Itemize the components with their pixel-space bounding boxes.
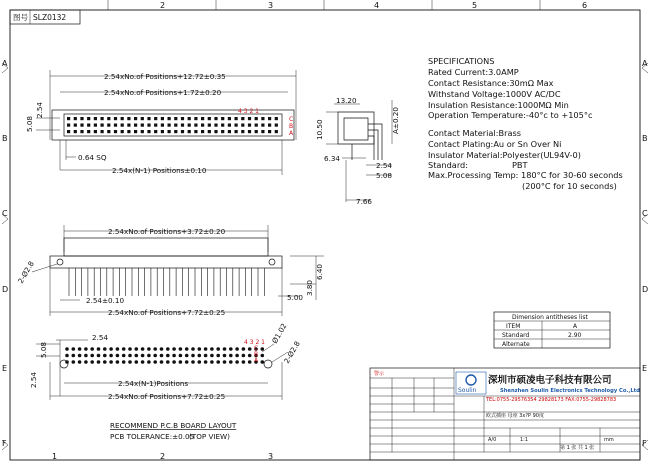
pcb-hole — [153, 354, 157, 358]
pcb-hole — [141, 360, 145, 364]
top-pin — [248, 117, 251, 120]
pcb-hole — [135, 354, 139, 358]
company-name-en: Shenzhen Soulin Electronics Technology Co.,Ltd — [500, 388, 640, 394]
pcb-hole — [235, 354, 239, 358]
pcb-hole — [72, 354, 76, 358]
spec-processing-line-1: 180°C for 30-60 seconds — [521, 170, 623, 180]
pcb-dim-pitch: 2.54 — [92, 333, 109, 342]
pcb-hole — [248, 354, 252, 358]
row-marker-b: B — [2, 134, 8, 143]
col-marker-4: 4 — [374, 1, 380, 10]
row-marker-d-right: D — [642, 285, 649, 294]
pcb-hole — [97, 360, 101, 364]
top-row-b: B — [289, 123, 294, 130]
pcb-hole — [84, 360, 88, 364]
row-marker-e-right: E — [642, 364, 648, 373]
pcb-hole — [223, 347, 227, 351]
pcb-hole — [141, 354, 145, 358]
pcb-hole — [135, 347, 139, 351]
col-marker-3-bottom: 3 — [268, 452, 274, 461]
pcb-hole — [103, 360, 107, 364]
top-pin — [67, 130, 70, 133]
top-pin — [214, 130, 217, 133]
top-pin — [268, 124, 271, 127]
pcb-hole — [235, 347, 239, 351]
pcb-hole — [179, 360, 183, 364]
pcb-hole — [65, 354, 69, 358]
top-pin — [107, 124, 110, 127]
dim-table-row2-item: Alternate — [502, 341, 530, 348]
top-pin — [208, 124, 211, 127]
top-dim-span: 2.54x(N-1) Positions±0.10 — [112, 166, 207, 175]
top-view — [25, 70, 296, 175]
spec-heading: SPECIFICATIONS — [428, 56, 495, 66]
top-pin — [228, 124, 231, 127]
pcb-hole — [78, 347, 82, 351]
pcb-hole — [172, 354, 176, 358]
pcb-hole — [223, 354, 227, 358]
front-view-flange — [50, 256, 282, 268]
top-pin — [268, 117, 271, 120]
pcb-hole — [109, 360, 113, 364]
spec-processing-label: Max.Processing Temp: — [428, 170, 519, 180]
top-dim-body: 2.54xNo.of Positions+1.72±0.20 — [104, 88, 222, 97]
side-dim-10-50: 10.50 — [315, 119, 324, 140]
top-pin — [168, 130, 171, 133]
top-pin — [134, 117, 137, 120]
top-pin — [147, 130, 150, 133]
pcb-hole — [153, 347, 157, 351]
top-pin — [114, 117, 117, 120]
top-pin — [181, 130, 184, 133]
top-pin — [214, 117, 217, 120]
front-dim-pitch: 2.54±0.10 — [86, 296, 125, 305]
top-pin — [228, 130, 231, 133]
pcb-hole — [185, 354, 189, 358]
top-pin — [74, 117, 77, 120]
col-marker-6: 6 — [582, 1, 588, 10]
pcb-hole — [65, 347, 69, 351]
top-pin — [261, 117, 264, 120]
top-pin — [80, 130, 83, 133]
top-pin — [201, 130, 204, 133]
pcb-tolerance: PCB TOLERANCE:±0.05 — [110, 432, 195, 441]
top-pin — [94, 130, 97, 133]
top-pin — [87, 117, 90, 120]
top-pin — [235, 130, 238, 133]
pcb-hole — [90, 354, 94, 358]
pcb-dim-hole-small: Ø1.02 — [269, 321, 289, 345]
pcb-hole — [223, 360, 227, 364]
top-pin — [228, 117, 231, 120]
row-marker-b-right: B — [642, 134, 648, 143]
top-pin — [134, 130, 137, 133]
spec-line-1: Rated Current:3.0AMP — [428, 67, 519, 77]
pcb-view-note: (TOP VIEW) — [189, 432, 230, 441]
top-pin — [154, 130, 157, 133]
col-marker-2: 2 — [160, 1, 166, 10]
front-dim-5-00: 5.00 — [287, 293, 304, 302]
top-pin — [188, 117, 191, 120]
top-pin-numbers: 4 3 2 1 — [238, 108, 259, 115]
pcb-hole — [229, 360, 233, 364]
row-marker-e: E — [2, 364, 8, 373]
top-pin — [161, 130, 164, 133]
pcb-dim-row: 5.08 — [39, 341, 48, 358]
top-pin — [174, 117, 177, 120]
drawing-number-box — [10, 10, 80, 24]
company-contact: TEL:0755-29576354 29828173 FAX:0755-29828783 — [486, 397, 617, 403]
top-pin — [121, 124, 124, 127]
side-dim-2-54: 2.54 — [376, 161, 393, 170]
top-pin — [194, 130, 197, 133]
pcb-dim-total: 2.54xNo.of Positions+7.72±0.25 — [108, 392, 226, 401]
front-view — [16, 225, 324, 317]
pcb-hole — [78, 360, 82, 364]
top-pin — [261, 124, 264, 127]
spec-standard-value: PBT — [512, 160, 528, 170]
pcb-hole — [84, 347, 88, 351]
side-dim-7-66: 7.66 — [356, 197, 373, 206]
row-marker-d: D — [2, 285, 9, 294]
top-pin — [248, 124, 251, 127]
dim-table-row1-val: 2.90 — [568, 332, 582, 339]
pcb-hole — [261, 354, 265, 358]
pcb-layout-view — [29, 322, 302, 441]
pcb-hole — [172, 347, 176, 351]
pcb-hole — [229, 354, 233, 358]
top-pin — [181, 124, 184, 127]
specifications-block — [428, 56, 623, 191]
top-pin — [208, 117, 211, 120]
top-pin — [241, 130, 244, 133]
pcb-hole — [103, 354, 107, 358]
top-pin — [181, 117, 184, 120]
col-marker-5: 5 — [472, 1, 478, 10]
col-marker-1-bottom: 1 — [52, 452, 58, 461]
top-pin — [221, 130, 224, 133]
pcb-hole — [185, 360, 189, 364]
pcb-hole — [242, 360, 246, 364]
pcb-hole — [116, 354, 120, 358]
top-pin — [241, 117, 244, 120]
top-row-a: A — [289, 130, 294, 137]
top-pin — [147, 124, 150, 127]
row-marker-f-right: F — [642, 439, 647, 448]
top-pin — [241, 124, 244, 127]
pcb-hole — [172, 360, 176, 364]
top-pin — [214, 124, 217, 127]
top-pin — [255, 130, 258, 133]
drawing-number-label: 图号 — [13, 13, 28, 22]
pcb-caption: RECOMMEND P.C.B BOARD LAYOUT — [110, 421, 237, 430]
pcb-hole — [109, 347, 113, 351]
pcb-hole — [72, 347, 76, 351]
top-pin — [107, 130, 110, 133]
pcb-hole — [116, 347, 120, 351]
top-pin — [201, 124, 204, 127]
pcb-dim-hole-big: 2-Ø2.8 — [281, 339, 302, 365]
spec-processing-line-2: (200°C for 10 seconds) — [522, 181, 617, 191]
dim-table-col-a: A — [573, 323, 578, 330]
top-pin — [161, 124, 164, 127]
dim-table-row1-item: Standard — [502, 332, 530, 339]
front-view-pin-legs — [69, 268, 264, 296]
top-pin — [87, 130, 90, 133]
row-marker-f: F — [2, 439, 7, 448]
company-logo: Soulin — [458, 387, 477, 394]
top-pin — [235, 117, 238, 120]
top-pin — [67, 124, 70, 127]
pcb-hole — [160, 360, 164, 364]
pcb-hole — [160, 347, 164, 351]
top-pin — [161, 117, 164, 120]
side-dim-5-08: 5.08 — [376, 171, 393, 180]
top-dim-sq: 0.64 SQ — [78, 153, 107, 162]
top-pin — [154, 124, 157, 127]
row-marker-c: C — [2, 209, 8, 218]
top-pin — [188, 124, 191, 127]
pcb-hole — [160, 354, 164, 358]
top-pin — [141, 117, 144, 120]
pcb-hole — [141, 347, 145, 351]
pcb-hole — [147, 354, 151, 358]
top-pin — [87, 124, 90, 127]
pcb-hole — [147, 360, 151, 364]
top-pin — [94, 117, 97, 120]
top-pin — [188, 130, 191, 133]
top-dim-pitch: 2.54 — [35, 101, 44, 118]
rev-value: A/0 — [488, 437, 497, 443]
pcb-hole — [166, 354, 170, 358]
top-pin — [74, 130, 77, 133]
side-dim-a: A±0.20 — [391, 107, 400, 134]
top-pin — [121, 130, 124, 133]
sheet-value: 第 1 张 共 1 张 — [560, 445, 595, 451]
pcb-hole — [128, 360, 132, 364]
pcb-hole — [261, 347, 265, 351]
top-dim-overall: 2.54xNo.of Positions+12.72±0.35 — [104, 72, 226, 81]
top-pin — [141, 130, 144, 133]
top-pin — [154, 117, 157, 120]
pcb-dim-pitch-side: 2.54 — [29, 371, 38, 388]
pcb-hole — [116, 360, 120, 364]
pcb-hole — [210, 354, 214, 358]
pcb-hole — [242, 347, 246, 351]
pcb-hole-grid — [65, 347, 264, 364]
pcb-hole — [179, 354, 183, 358]
side-view — [315, 96, 400, 206]
top-pin — [174, 124, 177, 127]
top-pin — [174, 130, 177, 133]
pcb-hole — [97, 354, 101, 358]
pcb-hole — [210, 347, 214, 351]
front-view-upper-body — [64, 238, 268, 256]
pcb-hole — [185, 347, 189, 351]
pcb-hole — [191, 360, 195, 364]
pcb-hole — [191, 354, 195, 358]
top-pin — [134, 124, 137, 127]
spec-material-1: Contact Material:Brass — [428, 128, 522, 138]
top-pin — [208, 130, 211, 133]
col-marker-2-bottom: 2 — [160, 452, 166, 461]
product-description: 欧式插座 母座 3x?P 90度 — [486, 413, 544, 419]
top-pin — [107, 117, 110, 120]
pcb-hole — [261, 360, 265, 364]
pcb-hole — [204, 354, 208, 358]
top-pin — [261, 130, 264, 133]
top-pin — [275, 130, 278, 133]
top-pin — [221, 117, 224, 120]
top-pin — [201, 117, 204, 120]
pcb-hole — [191, 347, 195, 351]
top-pin — [74, 124, 77, 127]
tb-note-red: 警示 — [374, 371, 385, 377]
pcb-hole — [90, 360, 94, 364]
top-pin — [80, 117, 83, 120]
top-pin — [268, 130, 271, 133]
top-pin — [248, 130, 251, 133]
top-pin — [168, 124, 171, 127]
top-pin — [141, 124, 144, 127]
top-pin — [101, 117, 104, 120]
top-pin — [101, 124, 104, 127]
pcb-hole — [216, 354, 220, 358]
drawing-number: SLZ0132 — [33, 13, 67, 22]
spec-line-2: Contact Resistance:30mΩ Max — [428, 78, 554, 88]
spec-line-4: Insulation Resistance:1000MΩ Min — [428, 100, 569, 110]
top-pin — [221, 124, 224, 127]
top-pin — [101, 130, 104, 133]
col-marker-3: 3 — [268, 1, 274, 10]
top-pin — [114, 124, 117, 127]
pcb-row-b: B — [254, 351, 259, 358]
row-marker-a: A — [2, 59, 8, 68]
top-pin — [121, 117, 124, 120]
pcb-pin-numbers: 4 3 2 1 — [244, 339, 265, 346]
top-view-pin-grid — [67, 117, 278, 133]
front-dim-top: 2.54xNo.of Positions+3.72±0.20 — [108, 227, 226, 236]
top-pin — [94, 124, 97, 127]
front-dim-3-80: 3.80 — [305, 279, 314, 296]
top-pin — [147, 117, 150, 120]
pcb-hole — [122, 360, 126, 364]
pcb-hole — [248, 360, 252, 364]
pcb-hole — [72, 360, 76, 364]
top-pin — [127, 124, 130, 127]
top-pin — [194, 124, 197, 127]
pcb-hole — [235, 360, 239, 364]
side-dim-13-20: 13.20 — [336, 96, 357, 105]
pcb-hole — [248, 347, 252, 351]
top-pin — [67, 117, 70, 120]
pcb-row-c: C — [254, 345, 259, 352]
pcb-hole — [242, 354, 246, 358]
title-block — [370, 368, 640, 460]
top-pin — [114, 130, 117, 133]
spec-line-5: Operation Temperature:-40°c to +105°c — [428, 110, 593, 120]
pcb-hole — [128, 354, 132, 358]
pcb-hole — [166, 360, 170, 364]
dimension-table — [494, 312, 610, 348]
pcb-hole — [97, 347, 101, 351]
top-pin — [275, 117, 278, 120]
pcb-hole — [204, 360, 208, 364]
spec-material-2: Contact Plating:Au or Sn Over Ni — [428, 139, 562, 149]
pcb-hole — [216, 347, 220, 351]
pcb-hole — [109, 354, 113, 358]
top-pin — [80, 124, 83, 127]
pcb-hole — [78, 354, 82, 358]
side-view-body — [338, 112, 374, 144]
pcb-hole — [198, 354, 202, 358]
top-pin — [275, 124, 278, 127]
pcb-hole — [90, 347, 94, 351]
pcb-hole — [210, 360, 214, 364]
pcb-hole — [198, 347, 202, 351]
top-pin — [168, 117, 171, 120]
dim-table-col-item: ITEM — [506, 323, 521, 330]
side-dim-6-34: 6.34 — [324, 154, 341, 163]
top-pin — [127, 117, 130, 120]
pcb-hole — [198, 360, 202, 364]
pcb-hole — [84, 354, 88, 358]
front-dim-6-40: 6.40 — [315, 263, 324, 280]
company-name-cn: 深圳市硕凌电子科技有限公司 — [488, 375, 612, 386]
pcb-hole — [216, 360, 220, 364]
dim-table-title: Dimension antitheses list — [512, 314, 588, 321]
pcb-row-a: A — [254, 357, 259, 364]
pcb-hole — [122, 354, 126, 358]
pcb-hole — [135, 360, 139, 364]
spec-line-3: Withstand Voltage:1000V AC/DC — [428, 89, 561, 99]
top-pin — [194, 117, 197, 120]
top-row-c: C — [289, 116, 294, 123]
top-pin — [255, 124, 258, 127]
pcb-dim-span: 2.54x(N-1)Positions — [118, 379, 189, 388]
units-value: mm — [604, 437, 614, 443]
pcb-hole — [103, 347, 107, 351]
pcb-hole — [166, 347, 170, 351]
top-pin — [235, 124, 238, 127]
pcb-hole — [153, 360, 157, 364]
top-dim-row: 5.08 — [25, 115, 34, 132]
front-dim-hole: 2-Ø2.8 — [15, 259, 36, 285]
top-pin — [127, 130, 130, 133]
pcb-hole — [147, 347, 151, 351]
pcb-hole — [229, 347, 233, 351]
row-marker-a-right: A — [642, 59, 648, 68]
row-marker-c-right: C — [642, 209, 648, 218]
spec-standard-label: Standard: — [428, 160, 469, 170]
top-pin — [255, 117, 258, 120]
pcb-hole — [128, 347, 132, 351]
front-dim-bottom: 2.54xNo.of Positions+7.72±0.25 — [108, 308, 226, 317]
pcb-hole — [204, 347, 208, 351]
spec-material-3: Insulator Material:Polyester(UL94V-0) — [428, 150, 581, 160]
scale-value: 1:1 — [520, 437, 529, 443]
pcb-hole — [179, 347, 183, 351]
pcb-hole — [122, 347, 126, 351]
